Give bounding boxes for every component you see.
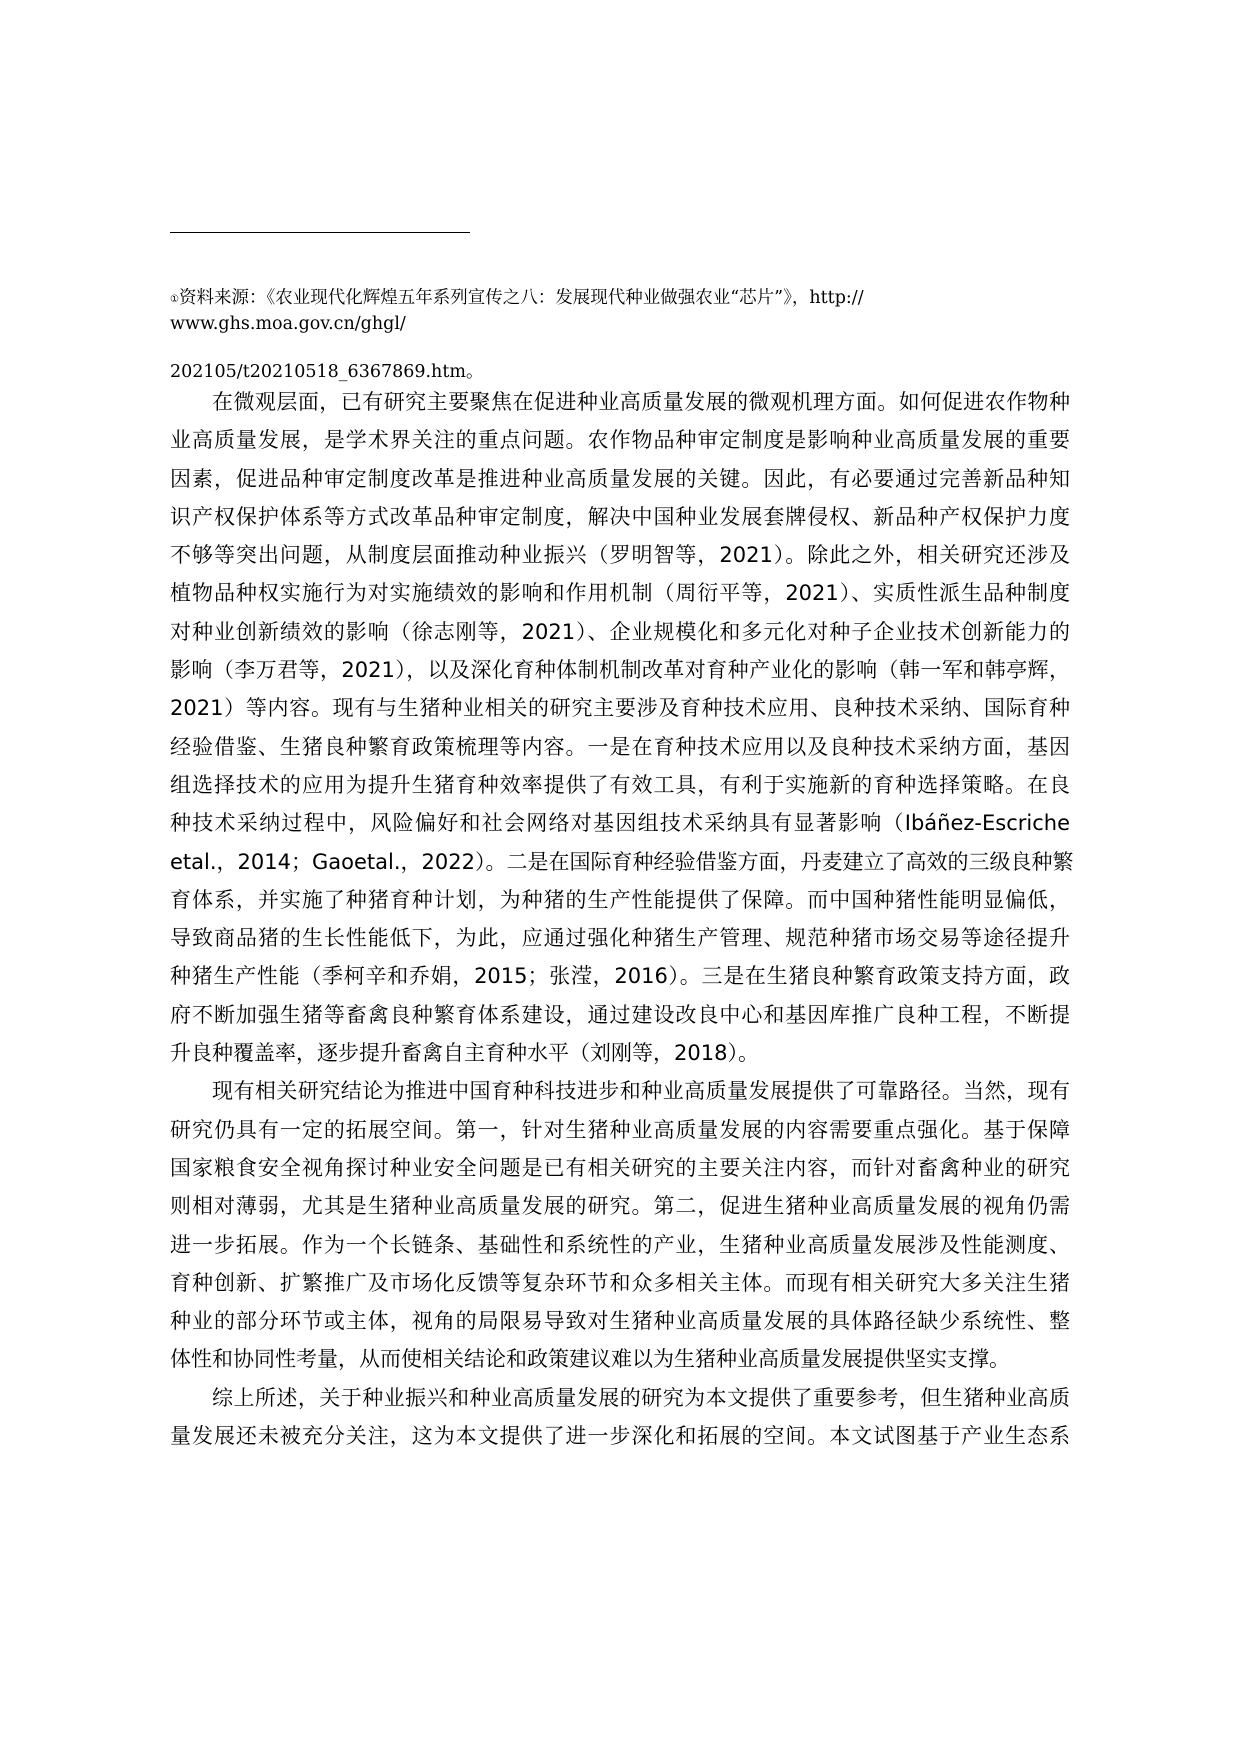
paragraph-3-line: 量发展还未被充分关注，这为本文提供了进一步深化和拓展的空间。本文试图基于产业生态系 <box>170 1424 1070 1449</box>
paragraph-1-line: 导致商品猪的生长性能低下，为此，应通过强化种猪生产管理、规范种猪市场交易等途径提升 <box>170 926 1070 951</box>
paragraph-2-line: 则相对薄弱，尤其是生猪种业高质量发展的研究。第二，促进生猪种业高质量发展的视角仍需 <box>170 1194 1070 1219</box>
footnote-line-2: www.ghs.moa.gov.cn/ghgl/ <box>170 314 406 334</box>
paragraph-1-line: 因素，促进品种审定制度改革是推进种业高质量发展的关键。因此，有必要通过完善新品种知 <box>170 466 1070 491</box>
paragraph-1-line: 组选择技术的应用为提升生猪育种效率提供了有效工具，有利于实施新的育种选择策略。在良 <box>170 772 1070 797</box>
paragraph-2-line: 现有相关研究结论为推进中国育种科技进步和种业高质量发展提供了可靠路径。当然，现有 <box>212 1079 1070 1104</box>
paragraph-1-line: etal.，2014；Gaoetal.，2022）。二是在国际育种经验借鉴方面，丹麦建立了高效的三级良种繁 <box>170 849 1074 874</box>
paragraph-1-line: 不够等突出问题，从制度层面推动种业振兴（罗明智等，2021）。除此之外，相关研究还涉及 <box>170 543 1070 568</box>
paragraph-1-line: 2021）等内容。现有与生猪种业相关的研究主要涉及育种技术应用、良种技术采纳、国际育种 <box>170 696 1070 721</box>
paragraph-1-line: 经验借鉴、生猪良种繁育政策梳理等内容。一是在育种技术应用以及良种技术采纳方面，基因 <box>170 734 1070 759</box>
paragraph-2-line: 国家粮食安全视角探讨种业安全问题是已有相关研究的主要关注内容，而针对畜禽种业的研究 <box>170 1155 1070 1180</box>
paragraph-1-line: 种猪生产性能（季柯辛和乔娟，2015；张滢，2016）。三是在生猪良种繁育政策支持方面，政 <box>170 964 1070 989</box>
paragraph-3-line: 综上所述，关于种业振兴和种业高质量发展的研究为本文提供了重要参考，但生猪种业高质 <box>212 1385 1070 1410</box>
footnote-text-1: 资料来源：《农业现代化辉煌五年系列宣传之八：发展现代种业做强农业“芯片”》，http:// <box>178 288 864 308</box>
paragraph-1-line: 业高质量发展，是学术界关注的重点问题。农作物品种审定制度是影响种业高质量发展的重要 <box>170 428 1070 453</box>
paragraph-1-line: 育体系，并实施了种猪育种计划，为种猪的生产性能提供了保障。而中国种猪性能明显偏低， <box>170 887 1070 912</box>
footnote-line-1 <box>170 285 1090 311</box>
footnote-line-3: 202105/t20210518_6367869.htm。 <box>170 362 484 382</box>
paragraph-1-line: 对种业创新绩效的影响（徐志刚等，2021）、企业规模化和多元化对种子企业技术创新能力的 <box>170 619 1070 644</box>
footnote <box>170 285 1090 385</box>
footnote-marker: ① <box>170 294 179 305</box>
paragraph-2-line: 育种创新、扩繁推广及市场化反馈等复杂环节和众多相关主体。而现有相关研究大多关注生猪 <box>170 1270 1070 1295</box>
paragraph-1-line: 升良种覆盖率，逐步提升畜禽自主育种水平（刘刚等，2018）。 <box>170 1041 759 1066</box>
paragraph-2-line: 体性和协同性考量，从而使相关结论和政策建议难以为生猪种业高质量发展提供坚实支撑。 <box>170 1347 1010 1372</box>
paragraph-1-line: 在微观层面，已有研究主要聚焦在促进种业高质量发展的微观机理方面。如何促进农作物种 <box>212 390 1070 414</box>
paragraph-2-line: 种业的部分环节或主体，视角的局限易导致对生猪种业高质量发展的具体路径缺少系统性、整 <box>170 1309 1070 1334</box>
paragraph-1-line: 种技术采纳过程中，风险偏好和社会网络对基因组技术采纳具有显著影响（Ibáñez-Escriche <box>170 811 1070 836</box>
paragraph-1-line: 识产权保护体系等方式改革品种审定制度，解决中国种业发展套牌侵权、新品种产权保护力度 <box>170 504 1070 529</box>
paragraph-1-line: 影响（李万君等，2021），以及深化育种体制机制改革对育种产业化的影响（韩一军和韩亭辉， <box>170 658 1070 683</box>
paragraph-1-line: 植物品种权实施行为对实施绩效的影响和作用机制（周衍平等，2021）、实质性派生品种制度 <box>170 581 1070 606</box>
body-text <box>170 383 1074 1455</box>
paragraph-1-line: 府不断加强生猪等畜禽良种繁育体系建设，通过建设改良中心和基因库推广良种工程，不断提 <box>170 1002 1070 1027</box>
paragraph-2-line: 进一步拓展。作为一个长链条、基础性和系统性的产业，生猪种业高质量发展涉及性能测度、 <box>170 1232 1070 1257</box>
footnote-separator <box>170 232 470 233</box>
paragraph-2-line: 研究仍具有一定的拓展空间。第一，针对生猪种业高质量发展的内容需要重点强化。基于保障 <box>170 1117 1070 1142</box>
